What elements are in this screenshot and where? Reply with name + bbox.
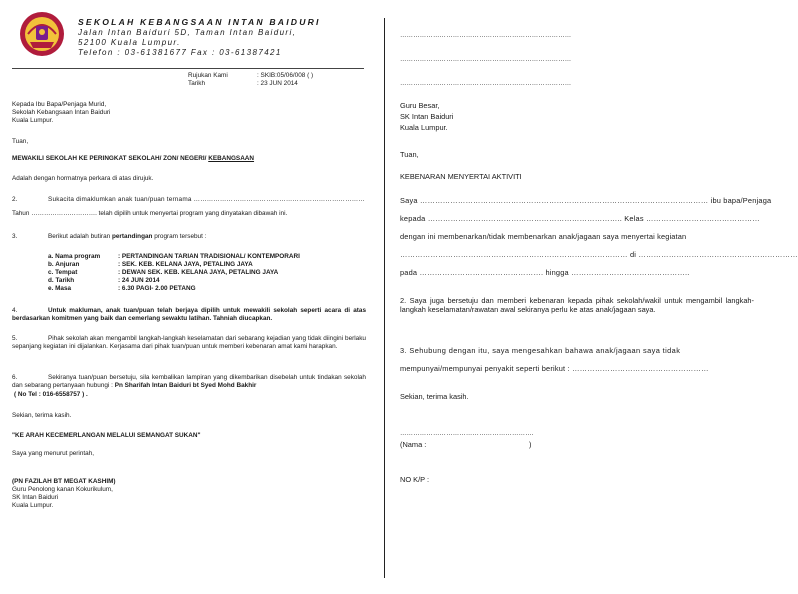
detail-value: : 6.30 PAGI- 2.00 PETANG: [118, 285, 196, 292]
school-name: SEKOLAH KEBANGSAAN INTAN BAIDURI: [78, 17, 321, 27]
school-address-1: Jalan Intan Baiduri 5D, Taman Intan Baiduri,: [78, 28, 297, 37]
para-4-text: Untuk makluman, anak tuan/puan telah berjaya dipilih untuk mewakili sekolah seperti acara di atas berdasarkan komitmen yang baik dan cemerlang sewaktu latihan. Tahniah diucapkan.: [12, 307, 366, 322]
school-logo: [18, 10, 66, 58]
para-3-text-b: pertandingan: [111, 233, 153, 240]
reply-para-2: 2. Saya juga bersetuju dan memberi kebenaran kepada pihak sekolah/wakil untuk mengambil langkah-langkah keselamatan/rawatan awal sekiranya perlu ke atas anak/jagaan saya.: [400, 296, 754, 314]
ref-value-1: : SKIB:05/06/008 ( ): [257, 72, 314, 79]
to-line: SK Intan Baiduri: [400, 112, 454, 121]
para-3-text: [48, 233, 206, 241]
para-6-text: [12, 374, 366, 390]
para-3-text-c: program tersebut :: [152, 233, 207, 240]
reply-line-2: kepada ………………………………………………………………….. Kelas ………………………………………: [400, 214, 760, 223]
reply-line-4: ……………………………………………………………………………… di ………………………………………………………: [400, 250, 798, 259]
order-text: Saya yang menurut perintah,: [12, 450, 95, 457]
to-line: Kuala Lumpur.: [400, 123, 448, 132]
page-divider: [384, 18, 385, 578]
letter-subject: [12, 155, 254, 163]
para-2-number: 2.: [12, 196, 18, 203]
signature-line: …………………………………………………….: [400, 430, 534, 437]
subject-underlined: KEBANGSAAN: [208, 155, 255, 162]
reply-salutation: Tuan,: [400, 150, 419, 159]
ref-value-2: : 23 JUN 2014: [257, 80, 298, 87]
subject-text: MEWAKILI SEKOLAH KE PERINGKAT SEKOLAH/ ZON/ NEGERI/: [12, 155, 209, 162]
recipient-line: Kepada Ibu Bapa/Penjaga Murid,: [12, 101, 107, 108]
para-2-line-2: Tahun …………………………. telah dipilih untuk menyertai program yang dinyatakan dibawah ini.: [12, 210, 288, 217]
detail-label: d. Tarikh: [48, 277, 75, 284]
salutation: Tuan,: [12, 138, 29, 145]
reply-line-3: dengan ini membenarkan/tidak membenarkan anak/jagaan saya menyertai kegiatan: [400, 232, 687, 241]
ic-number-label: NO K/P :: [400, 475, 430, 484]
reply-line-1: Saya …………………………………………………………………………………………………… ibu bapa/Penjaga: [400, 196, 772, 205]
school-phone: Telefon : 03-61381677 Fax : 03-61387421: [78, 48, 282, 57]
detail-label: e. Masa: [48, 285, 72, 292]
signatory-name: (PN FAZILAH BT MEGAT KASHIM): [12, 478, 116, 485]
detail-label: a. Nama program: [48, 253, 101, 260]
ref-label-2: Tarikh: [188, 80, 206, 87]
para-6-body: Sekiranya tuan/puan bersetuju, sila kembalikan lampiran yang dikembarikan disebelah untuk tindakan sekolah dan sebarang pertanyaan hubungi :: [12, 374, 366, 389]
blank-line: ……………………………………………………………………: [400, 32, 572, 39]
para-6-contact: Pn Sharifah Intan Baiduri bt Syed Mohd Bakhir: [114, 382, 257, 389]
para-2-text: Sukacita dimaklumkan anak tuan/puan ternama ……………………………………………………………………: [48, 196, 365, 203]
closing: Sekian, terima kasih.: [12, 412, 72, 419]
recipient-line: Sekolah Kebangsaan Intan Baiduri: [12, 109, 111, 116]
para-4-number: 4.: [12, 307, 18, 314]
blank-line: ……………………………………………………………………: [400, 80, 572, 87]
signatory-line: Kuala Lumpur.: [12, 502, 54, 509]
para-3-number: 3.: [12, 233, 18, 240]
intro-text: Adalah dengan hormatnya perkara di atas dirujuk.: [12, 175, 154, 182]
para-3-text-a: Berikut adalah butiran: [48, 233, 112, 240]
para-5-text: Pihak sekolah akan mengambil langkah-langkah keselamatan dari sebarang kejadian yang tidak diingini berlaku sepanjang kegiatan ini dijalankan. Kerjasama dari pihak tuan/puan untuk memberi kebenaran amat kami harapkan.: [12, 335, 366, 350]
reply-para-3-a: 3. Sehubung dengan itu, saya mengesahkan bahawa anak/jagaan saya tidak: [400, 346, 681, 355]
detail-label: c. Tempat: [48, 269, 78, 276]
para-5-number: 5.: [12, 335, 18, 342]
detail-label: b. Anjuran: [48, 261, 80, 268]
detail-value: : DEWAN SEK. KEB. KELANA JAYA, PETALING JAYA: [118, 269, 279, 276]
reply-closing: Sekian, terima kasih.: [400, 392, 469, 401]
school-address-2: 52100 Kuala Lumpur.: [78, 38, 181, 47]
reply-line-5: pada …………………………………………. hingga ………………………………………..: [400, 268, 690, 277]
para-6-phone: ( No Tel : 016-6558757 ) .: [14, 391, 88, 398]
detail-value: : SEK. KEB. KELANA JAYA, PETALING JAYA: [118, 261, 253, 268]
motto: "KE ARAH KECEMERLANGAN MELALUI SEMANGAT SUKAN": [12, 432, 201, 439]
signatory-line: Guru Penolong kanan Kokurikulum,: [12, 486, 113, 493]
reply-subject: KEBENARAN MENYERTAI AKTIVITI: [400, 172, 522, 181]
header-divider: [12, 68, 364, 69]
detail-value: : 24 JUN 2014: [118, 277, 160, 284]
name-line: (Nama : ): [400, 440, 532, 449]
reply-para-3-b: mempunyai/mempunyai penyakit seperti berikut : ………………………………………………: [400, 364, 709, 373]
ref-label-1: Rujukan Kami: [188, 72, 228, 79]
signatory-line: SK Intan Baiduri: [12, 494, 59, 501]
blank-line: ……………………………………………………………………: [400, 56, 572, 63]
recipient-line: Kuala Lumpur.: [12, 117, 54, 124]
detail-value: : PERTANDINGAN TARIAN TRADISIONAL/ KONTEMPORARI: [118, 253, 300, 260]
to-line: Guru Besar,: [400, 101, 440, 110]
para-6-number: 6.: [12, 374, 18, 381]
